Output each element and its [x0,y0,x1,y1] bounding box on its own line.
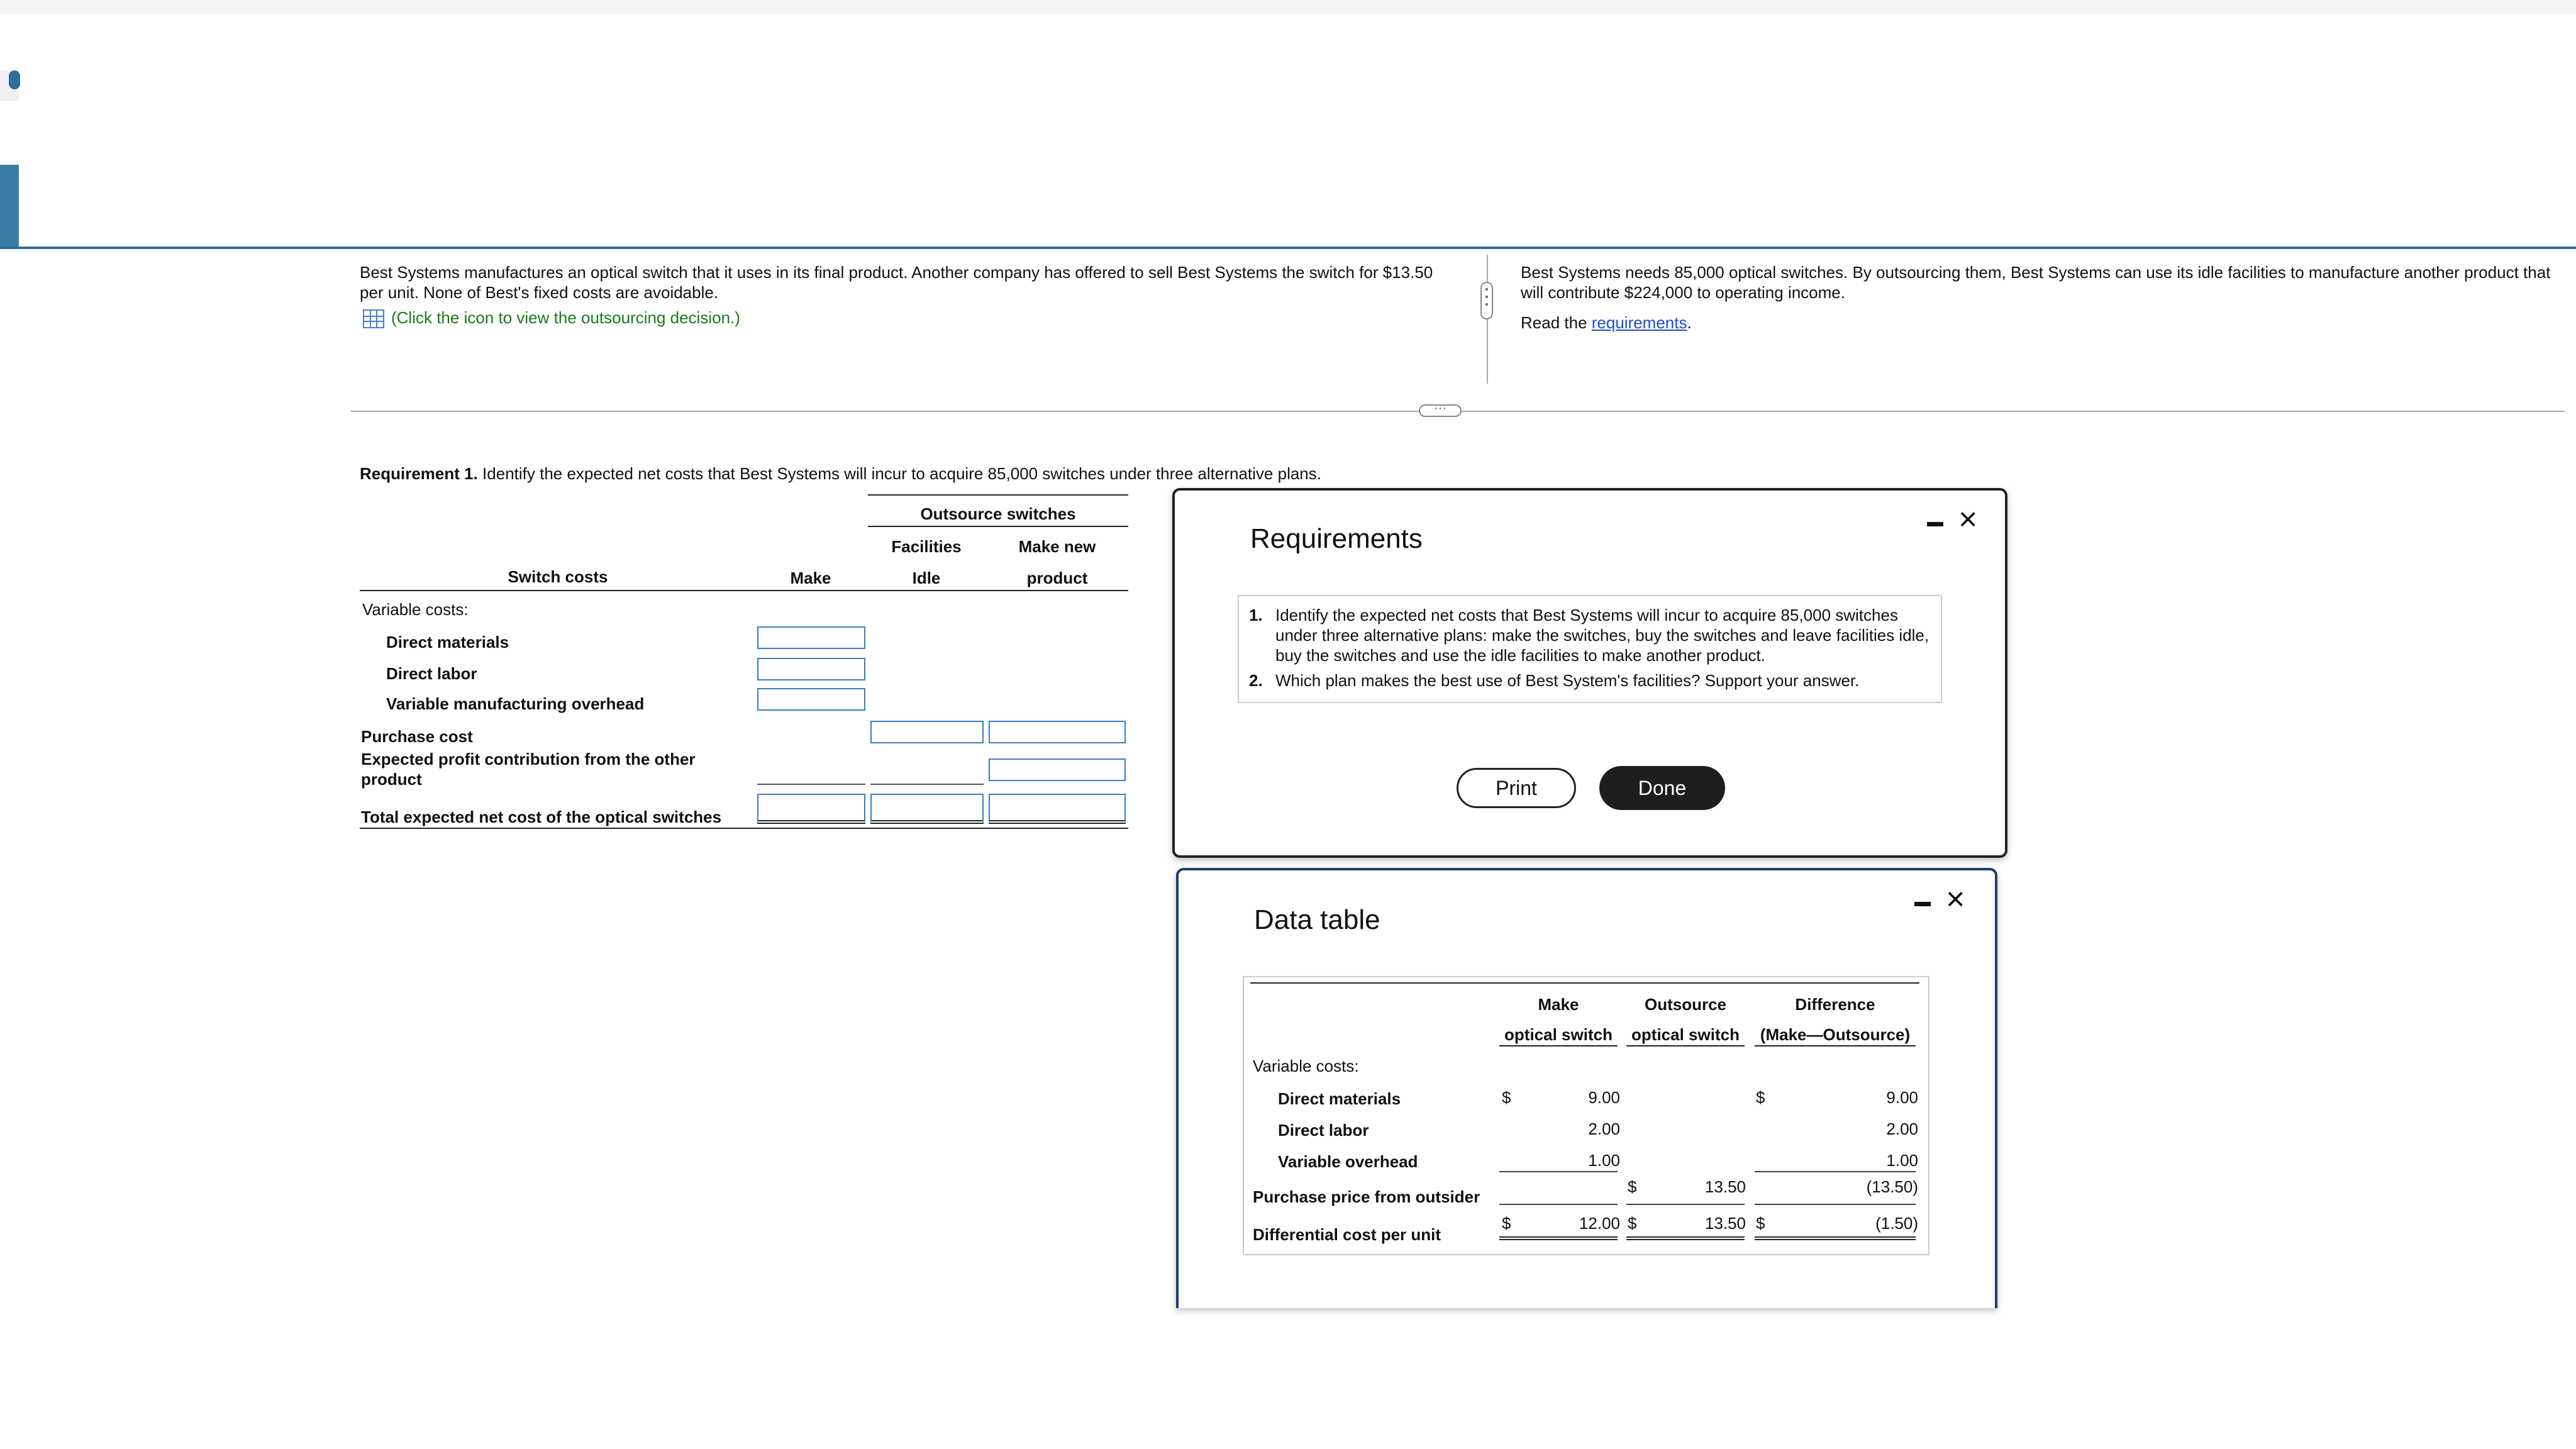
minimize-icon[interactable] [1927,522,1943,526]
make-new-profit-input[interactable] [989,758,1126,781]
dc-diff-double-rule [1755,1236,1916,1240]
pp-diff-rule [1755,1204,1916,1205]
table-bottom-rule [360,828,1128,829]
print-button[interactable]: Print [1457,768,1576,808]
total-net-cost-label: Total expected net cost of the optical switches [361,808,722,826]
requirement-1-text: Identify the expected net costs that Best Systems will incur to acquire 85,000 switches under three alternative plans. [477,464,1321,483]
vertical-splitter-handle[interactable] [1480,282,1493,319]
dt-purchase-price: Purchase price from outsider [1253,1187,1480,1206]
col-make-header-a: Make [1538,995,1579,1014]
data-top-rule [1250,982,1919,984]
req-1-line-b: under three alternative plans: make the switches, buy the switches and leave facilities idle, [1275,626,1929,645]
left-edge-tab-icon[interactable] [9,70,20,89]
col-outsource-rule [1626,1045,1745,1046]
expected-profit-label-2: product [361,770,422,789]
requirement-1-label: Requirement 1. [360,464,478,483]
vo-make-value: 1.00 [1588,1151,1620,1170]
top-bar [0,0,2576,14]
idle-header: Idle [912,569,941,587]
pp-diff-value: (13.50) [1866,1177,1918,1196]
facilities-header: Facilities [891,537,962,556]
req-1-line-a: Identify the expected net costs that Best Systems will incur to acquire 85,000 switches [1275,606,1898,625]
req-1-number: 1. [1249,606,1263,625]
variable-costs-label: Variable costs: [362,600,469,619]
dc-out-value: 13.50 [1704,1214,1746,1233]
col-outsource-header-b: optical switch [1631,1025,1740,1044]
outsource-header-rule [868,526,1128,527]
dc-diff-dollar: $ [1756,1214,1765,1233]
make-total-input[interactable] [757,794,865,824]
dc-make-dollar: $ [1502,1214,1511,1233]
vo-diff-value: 1.00 [1886,1151,1918,1170]
read-requirements-line [1521,312,1692,333]
read-prefix: Read the [1521,313,1592,332]
expected-profit-label-1: Expected profit contribution from the other [361,750,696,769]
req-1-line-c: buy the switches and use the idle facilities to make another product. [1275,646,1765,665]
col-diff-header-b: (Make—Outsource) [1760,1025,1911,1044]
data-minimize-icon[interactable] [1914,902,1931,906]
table-header-rule [360,590,1128,591]
click-icon-note[interactable]: (Click the icon to view the outsourcing decision.) [391,308,740,327]
dc-out-dollar: $ [1628,1214,1637,1233]
switch-costs-header: Switch costs [508,567,608,586]
problem-intro-2: per unit. None of Best's fixed costs are avoidable. [360,283,719,302]
pp-out-rule [1626,1204,1745,1205]
idle-profit-rule [870,784,984,785]
dl-diff-value: 2.00 [1886,1119,1918,1138]
dm-make-value: 9.00 [1588,1088,1620,1107]
pp-out-dollar: $ [1628,1177,1637,1196]
make-direct-labor-input[interactable] [757,658,865,680]
data-table-title: Data table [1254,904,1380,935]
dm-diff-value: 9.00 [1886,1088,1918,1107]
product-header: product [1026,569,1088,587]
dt-variable-overhead: Variable overhead [1278,1152,1418,1171]
direct-labor-label: Direct labor [386,664,477,683]
dt-variable-costs: Variable costs: [1253,1057,1359,1075]
left-accent-panel[interactable] [0,165,19,247]
variable-mfg-overhead-label: Variable manufacturing overhead [386,694,645,713]
col-make-rule [1499,1045,1618,1046]
problem-intro: Best Systems manufactures an optical switch that it uses in its final product. Another company has offered to sell Best Systems the switch for $13.50 [360,263,1433,282]
data-close-icon[interactable]: × [1946,881,1965,918]
idle-total-input[interactable] [870,794,984,824]
requirements-title: Requirements [1250,523,1423,554]
purchase-cost-label: Purchase cost [361,727,473,746]
make-new-purchase-cost-input[interactable] [989,721,1126,743]
requirement-1-line [360,463,1321,484]
problem-right-text-2: will contribute $224,000 to operating income. [1521,283,1845,302]
idle-purchase-cost-input[interactable] [870,721,984,743]
vo-diff-rule [1755,1171,1916,1172]
col-outsource-header-a: Outsource [1644,995,1727,1014]
col-diff-rule [1755,1045,1916,1046]
dm-diff-dollar: $ [1756,1088,1765,1107]
dm-make-dollar: $ [1502,1088,1511,1107]
outsource-top-rule [868,494,1128,496]
pp-make-rule [1499,1204,1618,1205]
dc-out-double-rule [1626,1236,1745,1240]
col-diff-header-a: Difference [1795,995,1875,1014]
direct-materials-label: Direct materials [386,633,509,652]
problem-right-text-1: Best Systems needs 85,000 optical switches. By outsourcing them, Best Systems can use its idle facilities to manufacture another product that [1521,263,2551,282]
dt-direct-labor: Direct labor [1278,1121,1369,1140]
dt-direct-materials: Direct materials [1278,1089,1401,1108]
pp-out-value: 13.50 [1704,1177,1746,1196]
make-profit-rule [757,784,865,785]
read-suffix: . [1687,313,1692,332]
make-direct-materials-input[interactable] [757,626,865,649]
dt-differential: Differential cost per unit [1253,1225,1441,1244]
done-button[interactable]: Done [1599,766,1725,810]
dc-make-double-rule [1499,1236,1618,1240]
requirements-link[interactable]: requirements [1591,313,1687,332]
vo-make-rule [1499,1171,1618,1172]
req-2-number: 2. [1249,671,1263,690]
make-variable-overhead-input[interactable] [757,688,865,711]
dl-make-value: 2.00 [1588,1119,1620,1138]
outsource-switches-header: Outsource switches [920,504,1076,523]
make-new-total-input[interactable] [989,794,1126,824]
dc-diff-value: (1.50) [1875,1214,1918,1233]
make-header: Make [790,569,831,587]
horizontal-splitter-handle[interactable]: ··· [1419,404,1462,417]
req-2-text: Which plan makes the best use of Best System's facilities? Support your answer. [1275,671,1860,690]
col-make-header-b: optical switch [1504,1025,1613,1044]
close-icon[interactable]: × [1958,501,1978,538]
make-new-header: Make new [1018,537,1096,556]
header-divider [0,247,2576,249]
data-table-icon[interactable] [363,309,384,328]
dc-make-value: 12.00 [1579,1214,1620,1233]
